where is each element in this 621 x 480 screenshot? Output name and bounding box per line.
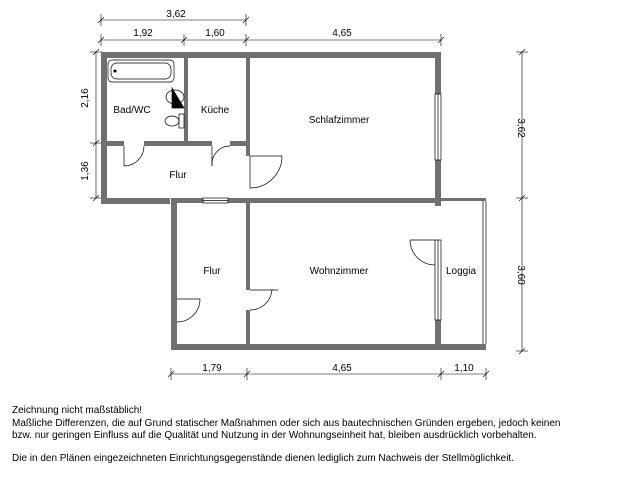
bathroom-fixtures	[108, 60, 184, 128]
note-line-4: Die in den Plänen eingezeichneten Einrichtungsgegenstände dienen lediglich zum Nachweis der Stellmöglichkeit.	[12, 452, 514, 464]
note-line-3: bzw. nur geringen Einfluss auf die Qualität und Nutzung in der Wohnungseinheit hat, bleiben ausdrücklich vorbehalten.	[12, 430, 537, 441]
room-label-schlafzimmer: Schlafzimmer	[308, 115, 370, 126]
dim-right-lower: 3,60	[515, 265, 526, 285]
room-label-kueche: Küche	[200, 105, 230, 116]
dimension-labels	[80, 9, 526, 374]
dim-left-2: 1,36	[80, 161, 91, 181]
dim-right-upper: 3,62	[515, 118, 526, 138]
room-label-flur-upper: Flur	[169, 170, 187, 181]
walls	[101, 52, 486, 350]
room-label-bad: Bad/WC	[113, 105, 151, 116]
room-label-wohnzimmer: Wohnzimmer	[309, 266, 369, 277]
note-line-2: Maßliche Differenzen, die auf Grund statischer Maßnahmen oder sich aus bautechnischen Gründen ergeben, jedoch keinen	[12, 417, 561, 429]
dim-top-3: 4,65	[332, 28, 352, 39]
note-line-1: Zeichnung nicht maßstäblich!	[12, 405, 143, 416]
dim-top-1: 1,92	[133, 28, 153, 39]
dim-bottom-3: 1,10	[454, 363, 474, 374]
disclaimer-notes	[12, 405, 612, 465]
toilet-icon	[165, 116, 179, 126]
room-labels	[113, 105, 476, 277]
room-label-loggia: Loggia	[445, 266, 477, 277]
dimension-lines	[90, 14, 528, 380]
dim-top-total: 3,62	[166, 9, 186, 20]
room-label-flur-lower: Flur	[203, 266, 221, 277]
dim-left-1: 2,16	[80, 88, 91, 108]
wc-triangle-icon	[172, 88, 184, 108]
windows	[200, 94, 486, 344]
dim-top-2: 1,60	[205, 28, 225, 39]
dim-bottom-2: 4,65	[332, 363, 352, 374]
dim-bottom-1: 1,79	[202, 363, 222, 374]
